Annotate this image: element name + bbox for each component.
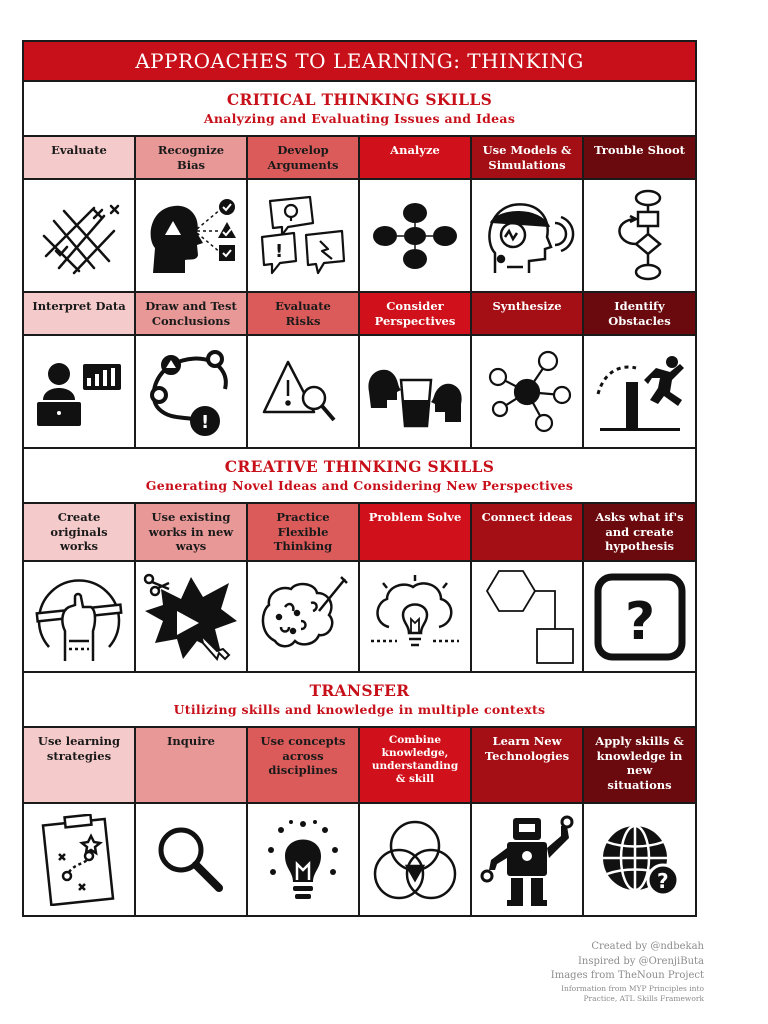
skill-label: Interpret Data (32, 299, 126, 313)
grid-check-icon (24, 180, 136, 293)
skill-label: Connect ideas (481, 510, 573, 524)
lightbulb-brain-icon (360, 562, 472, 673)
lightbulb-ideas-icon (248, 804, 360, 915)
poster-title: APPROACHES TO LEARNING: THINKING (24, 42, 695, 82)
skill-label: Use learning strategies (37, 734, 121, 763)
question-mark-icon (584, 562, 695, 673)
skill-recognize-bias (136, 137, 248, 180)
brain-puzzle-icon (248, 562, 360, 673)
skill-evaluate (24, 137, 136, 180)
row4-icons (24, 804, 695, 915)
row4-labels (24, 728, 695, 804)
svg-text:!: ! (201, 411, 210, 433)
skill-draw-test-conclusions (136, 293, 248, 336)
skill-label: Consider Perspectives (374, 299, 456, 328)
section-creative-header (24, 449, 695, 504)
skill-inquire (136, 728, 248, 804)
row3-labels (24, 504, 695, 562)
skill-label: Analyze (390, 143, 440, 157)
row2-labels (24, 293, 695, 336)
skill-synthesize (472, 293, 584, 336)
skill-use-models (472, 137, 584, 180)
credit-information-from: Information from MYP Principles into (561, 983, 704, 993)
hurdle-jump-icon (584, 336, 695, 449)
skill-label: Practice Flexible Thinking (273, 510, 333, 553)
glass-perspectives-icon (360, 336, 472, 449)
skill-label: Develop Arguments (267, 143, 339, 172)
section-subheading: Utilizing skills and knowledge in multiple contexts (173, 702, 546, 717)
skill-label: Draw and Test Conclusions (145, 299, 237, 328)
section-transfer-header (24, 673, 695, 728)
row2-icons (24, 336, 695, 449)
skill-label: Evaluate (51, 143, 107, 157)
credit-framework: Practice, ATL Skills Framework (583, 994, 704, 1003)
credit-created-by: Created by @ndbekah (591, 941, 704, 952)
robot-icon (472, 804, 584, 915)
flowchart-icon (584, 180, 695, 293)
section-critical-header (24, 82, 695, 137)
skill-label: Combine knowledge, understanding & skill (371, 734, 459, 785)
row1-icons (24, 180, 695, 293)
svg-text:!: ! (275, 240, 284, 262)
credit-images-from: Images from TheNoun Project (550, 970, 704, 981)
warning-magnifier-icon (248, 336, 360, 449)
skill-label: Inquire (167, 734, 215, 748)
skill-label: Asks what if's and create hypothesis (595, 510, 684, 553)
skill-evaluate-risks (248, 293, 360, 336)
skill-label: Use Models & Simulations (482, 143, 572, 172)
skill-develop-arguments (248, 137, 360, 180)
synthesize-network-icon (472, 336, 584, 449)
section-subheading: Generating Novel Ideas and Considering New Perspectives (145, 478, 574, 493)
skill-consider-perspectives (360, 293, 472, 336)
path-test-icon (136, 336, 248, 449)
section-heading: CREATIVE THINKING SKILLS (224, 457, 495, 476)
row3-icons (24, 562, 695, 673)
venn-diagram-icon (360, 804, 472, 915)
skill-use-existing-works (136, 504, 248, 562)
skill-learn-new-technologies (472, 728, 584, 804)
person-laptop-chart-icon (24, 336, 136, 449)
skill-label: Problem Solve (368, 510, 462, 524)
skill-learning-strategies (24, 728, 136, 804)
skill-label: Recognize Bias (157, 143, 225, 172)
skill-label: Synthesize (492, 299, 562, 313)
skill-label: Use concepts across disciplines (260, 734, 346, 777)
credits (551, 940, 704, 1005)
strategy-clipboard-icon (24, 804, 136, 915)
magnifier-icon (136, 804, 248, 915)
skill-label: Evaluate Risks (275, 299, 331, 328)
svg-text:?: ? (624, 591, 655, 652)
skill-apply-new-situations (584, 728, 695, 804)
section-heading: TRANSFER (309, 681, 410, 700)
hand-pencil-icon (24, 562, 136, 673)
atl-poster (22, 40, 697, 917)
skill-label: Learn New Technologies (484, 734, 570, 763)
skill-problem-solve (360, 504, 472, 562)
skill-what-ifs (584, 504, 695, 562)
section-subheading: Analyzing and Evaluating Issues and Ideas (203, 111, 516, 126)
analyze-nodes-icon (360, 180, 472, 293)
skill-analyze (360, 137, 472, 180)
skill-identify-obstacles (584, 293, 695, 336)
skill-label: Use existing works in new ways (148, 510, 234, 553)
globe-question-icon (584, 804, 695, 915)
skill-combine-knowledge (360, 728, 472, 804)
section-heading: CRITICAL THINKING SKILLS (226, 90, 493, 109)
credit-inspired-by: Inspired by @OrenjiButa (577, 955, 704, 967)
row1-labels (24, 137, 695, 180)
robot-head-icon (472, 180, 584, 293)
cut-video-collage-icon (136, 562, 248, 673)
skill-concepts-across-disciplines (248, 728, 360, 804)
skill-create-originals (24, 504, 136, 562)
skill-connect-ideas (472, 504, 584, 562)
head-bias-icon (136, 180, 248, 293)
skill-flexible-thinking (248, 504, 360, 562)
skill-label: Apply skills & knowledge in new situations (595, 734, 684, 792)
skill-label: Identify Obstacles (608, 299, 671, 328)
skill-label: Trouble Shoot (594, 143, 685, 157)
hexagon-square-connect-icon (472, 562, 584, 673)
svg-text:?: ? (656, 868, 669, 893)
skill-trouble-shoot (584, 137, 695, 180)
skill-label: Create originals works (50, 510, 108, 553)
speech-bubbles-icon (248, 180, 360, 293)
skill-interpret-data (24, 293, 136, 336)
